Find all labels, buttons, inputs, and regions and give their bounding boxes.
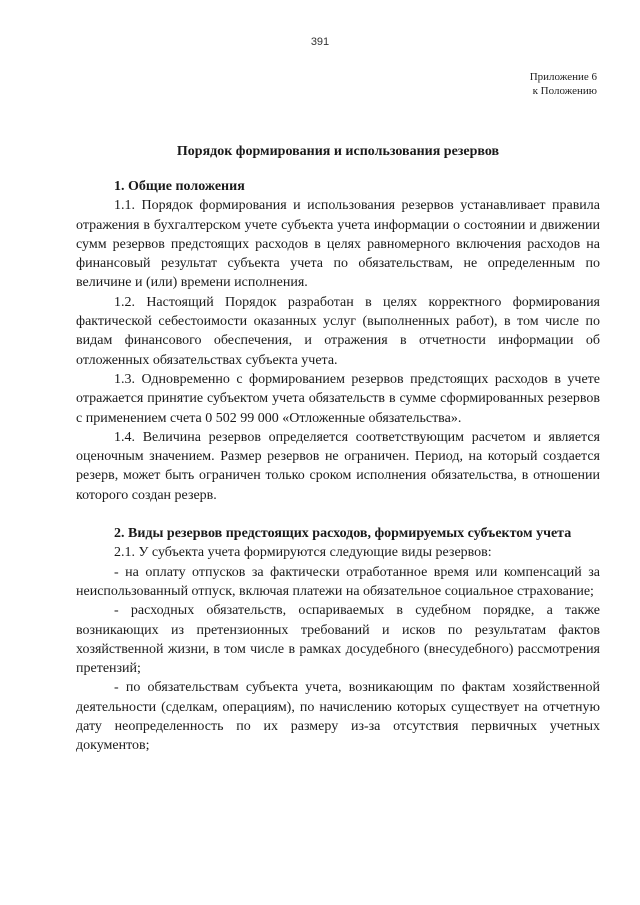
section-2-heading: 2. Виды резервов предстоящих расходов, формируемых субъектом учета — [114, 526, 572, 542]
paragraph-1-2: 1.2. Настоящий Порядок разработан в целях корректного формирования фактической себестоимости оказанных услуг (выполненных работ), в том числе по видам финансового обеспечения, и отражения в отчетности информации об отложенных обязательствах субъекта учета. — [76, 294, 600, 368]
list-item-vacation-reserve: - на оплату отпусков за фактически отработанное время или компенсаций за неиспользованный отпуск, включая платежи на обязательное социальное страхование; — [76, 564, 600, 599]
list-item-uncertain-obligations-reserve: - по обязательствам субъекта учета, возникающим по фактам хозяйственной деятельности (сделкам, операциям), по начислению которых существует на отчетную дату неопределенность по их размеру из-за отсутствия первичных учетных документов; — [76, 680, 600, 754]
document-body — [76, 177, 600, 756]
section-spacer — [76, 505, 600, 524]
paragraph-1-4: 1.4. Величина резервов определяется соответствующим расчетом и является оценочным значением. Размер резервов не ограничен. Период, на который создается резерв, может быть ограничен только сроком исполнения обязательства, в отношении которого создан резерв. — [76, 429, 600, 503]
document-title: Порядок формирования и использования резервов — [176, 144, 500, 159]
appendix-line-1: Приложение 6 — [529, 71, 597, 83]
appendix-reference — [530, 70, 597, 98]
section-1-heading: 1. Общие положения — [114, 179, 245, 194]
paragraph-2-1: 2.1. У субъекта учета формируются следующие виды резервов: — [114, 545, 492, 561]
page-number: 391 — [310, 36, 330, 48]
appendix-line-2: к Положению — [532, 85, 597, 97]
list-item-litigation-reserve: - расходных обязательств, оспариваемых в судебном порядке, а также возникающих из претензионных требований и исков по результатам фактов хозяйственной жизни, в том числе в рамках досудебного (внесудебного) рассмотрения претензий; — [76, 603, 600, 677]
paragraph-1-1: 1.1. Порядок формирования и использования резервов устанавливает правила отражения в бухгалтерском учете субъекта учета информации о состоянии и движении сумм резервов предстоящих расходов в целях равномерного включения расходов на финансовый результат субъекта учета по обязательствам, не определенным по величине и (или) времени исполнения. — [76, 198, 600, 291]
paragraph-1-3: 1.3. Одновременно с формированием резервов предстоящих расходов в учете отражается принятие субъектом учета обязательств в сумме сформированных резервов с применением счета 0 502 99 000 «Отложенные обязательства». — [76, 371, 600, 426]
